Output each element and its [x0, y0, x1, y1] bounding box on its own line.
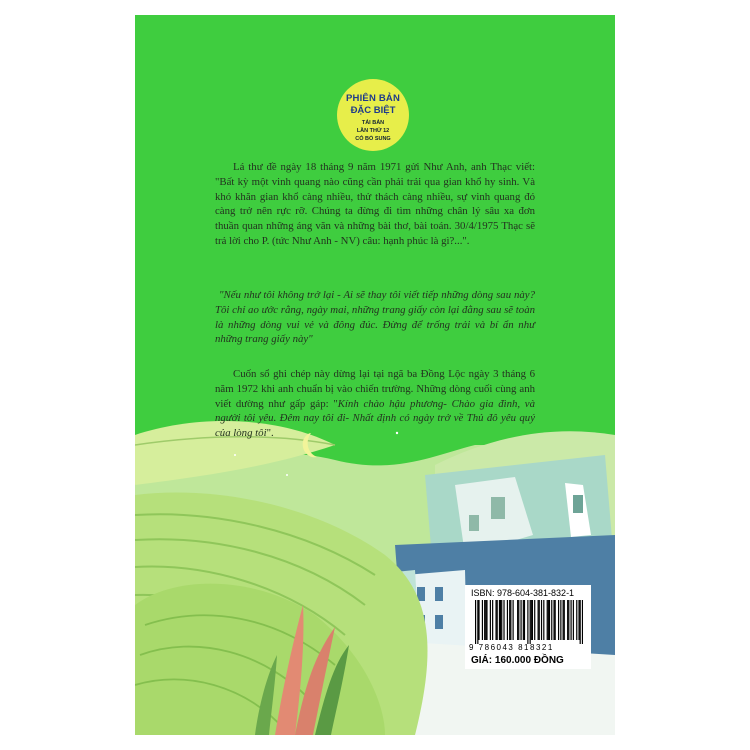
barcode-label [465, 585, 591, 669]
special-edition-badge [337, 79, 409, 151]
barcode-bar [503, 600, 504, 640]
badge-line-3: TÁI BẢN [361, 120, 385, 126]
barcode-bar [484, 600, 485, 640]
paragraph-notebook-end-a: Cuốn sổ ghi chép này dừng lại tại ngã ba Đồng Lộc ngày 3 tháng 6 năm 1972 khi anh chuẩn bị vào chiến trường. Những dòng cuối cùng anh viết dường như gấp gáp: " [215, 368, 535, 410]
barcode-bar [499, 600, 500, 640]
paragraph-notebook-end-quote: Kính chào hậu phương- Chào gia đình, và người tôi yêu. Đêm nay tôi đi- Nhất định có ngày trở về Thủ đô yêu quý của lòng tôi [215, 397, 535, 440]
paragraph-notebook-end [215, 367, 535, 441]
barcode-bar [532, 600, 533, 640]
barcode-bar [490, 600, 491, 640]
barcode-bar [560, 600, 561, 640]
barcode-bar [547, 600, 548, 640]
barcode-bar [553, 600, 554, 640]
barcode-bar [534, 600, 535, 640]
barcode-bar [492, 600, 493, 640]
barcode-bar [530, 600, 531, 644]
barcode-bar [475, 600, 476, 644]
barcode-bar [527, 600, 528, 644]
barcode-digits: 9 786043 818321 [469, 643, 554, 652]
barcode-bar [501, 600, 502, 640]
barcode-bar [486, 600, 487, 640]
barcode-bar [582, 600, 583, 644]
badge-line-2: ĐẶC BIỆT [350, 105, 396, 116]
barcode-bar [518, 600, 519, 640]
barcode-bar [576, 600, 577, 640]
barcode-bar [509, 600, 510, 640]
isbn-text: ISBN: 978-604-381-832-1 [471, 588, 575, 598]
barcode-bar [495, 600, 496, 640]
paragraph-notebook-end-c: ". [266, 427, 274, 440]
barcode-bar [548, 600, 549, 640]
barcode-bar [478, 600, 479, 640]
barcode-bar [563, 600, 564, 640]
barcode-bar [570, 600, 571, 640]
barcode-bar [513, 600, 514, 640]
barcode-bar [538, 600, 539, 640]
paragraph-quote: "Nếu như tôi không trở lại - Ai sẽ thay tôi viết tiếp những dòng sau này? Tôi chỉ ao ước rằng, ngày mai, những trang giấy còn lại đằng sau sẽ toàn là những dòng vui vẻ và đông đúc. Đừng để trống trải và bí ẩn như những trang giấy này" [215, 289, 535, 346]
badge-line-1: PHIÊN BẢN [345, 93, 401, 104]
paragraph-letter-1971: Lá thư đề ngày 18 tháng 9 năm 1971 gửi Như Anh, anh Thạc viết: "Bất kỳ một vinh quang nào cũng cần phải trải qua gian khổ hy sinh. Và khó khăn gian khổ càng nhiều, thử thách càng nhiều, sự vinh quang đó càng trở nên rực rỡ. Chúng ta đừng đi tìm những chân lý sâu xa đơn thuần quan những áng văn và những bài thơ, bài toán. 30/4/1975 Thạc sẽ trả lời cho P. (tức Như Anh - NV) câu: hạnh phúc là gì?...". [215, 161, 535, 247]
book-back-cover [135, 15, 615, 735]
badge-line-5: CÓ BỔ SUNG [355, 136, 391, 142]
barcode-bar [477, 600, 478, 644]
badge-line-4: LẦN THỨ 12 [356, 128, 390, 134]
barcode-bar [482, 600, 483, 640]
barcode-bar [578, 600, 579, 640]
barcode-bar [531, 600, 532, 640]
barcode-bar [520, 600, 521, 640]
barcode [475, 600, 583, 644]
barcode-bar [523, 600, 524, 640]
barcode-bar [500, 600, 501, 640]
barcode-bar [507, 600, 508, 640]
barcode-bar [573, 600, 574, 640]
barcode-bar [517, 600, 518, 640]
barcode-bar [558, 600, 559, 640]
barcode-bar [497, 600, 498, 640]
barcode-bar [524, 600, 525, 640]
price-text: GIÁ: 160.000 ĐỒNG [471, 655, 564, 666]
barcode-bar [541, 600, 542, 640]
barcode-bar [564, 600, 565, 640]
barcode-bar [510, 600, 511, 640]
barcode-bar [555, 600, 556, 640]
barcode-bar [568, 600, 569, 640]
barcode-bar [551, 600, 552, 640]
barcode-bar [539, 600, 540, 640]
barcode-bar [549, 600, 550, 640]
barcode-bar [485, 600, 486, 640]
barcode-bar [567, 600, 568, 640]
barcode-bar [580, 600, 581, 644]
barcode-bar [543, 600, 544, 640]
